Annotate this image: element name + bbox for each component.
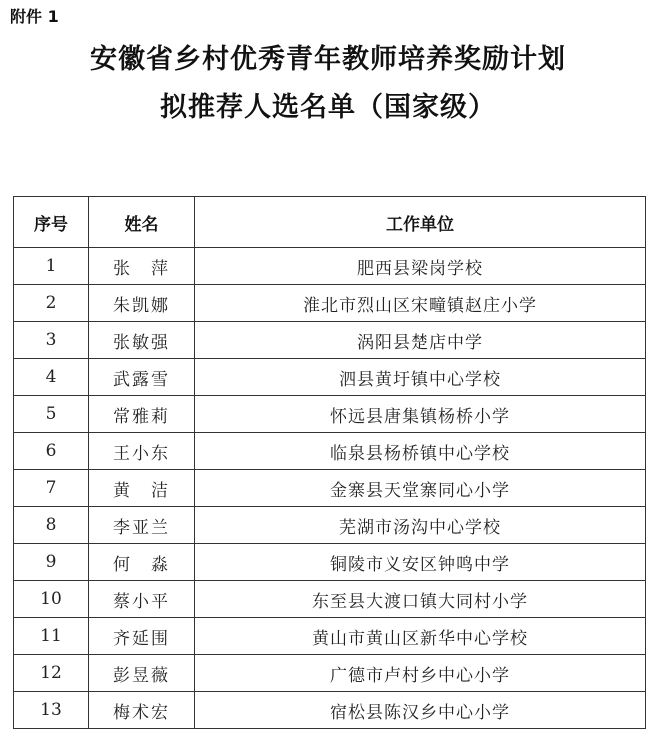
candidate-table [13,196,646,729]
table-body [14,248,646,729]
cell-name: 张敏强 [89,322,195,359]
cell-serial-number: 3 [14,322,89,359]
table-header-row [14,197,646,248]
cell-name: 王小东 [89,433,195,470]
cell-work-unit: 临泉县杨桥镇中心学校 [195,433,646,470]
cell-work-unit: 广德市卢村乡中心小学 [195,655,646,692]
table-row [14,507,646,544]
cell-name: 黄 洁 [89,470,195,507]
cell-serial-number: 11 [14,618,89,655]
cell-work-unit: 泗县黄圩镇中心学校 [195,359,646,396]
table-row [14,359,646,396]
cell-serial-number: 8 [14,507,89,544]
attachment-label: 附件 1 [10,7,59,26]
table-row [14,396,646,433]
cell-name: 蔡小平 [89,581,195,618]
header-name: 姓名 [89,197,195,248]
cell-work-unit: 宿松县陈汉乡中心小学 [195,692,646,729]
cell-name: 齐延围 [89,618,195,655]
cell-name: 李亚兰 [89,507,195,544]
cell-work-unit: 涡阳县楚店中学 [195,322,646,359]
header-work-unit: 工作单位 [195,197,646,248]
document-title-line-2: 拟推荐人选名单（国家级） [160,92,496,123]
cell-name: 常雅莉 [89,396,195,433]
cell-work-unit: 黄山市黄山区新华中心学校 [195,618,646,655]
cell-name: 张 萍 [89,248,195,285]
cell-work-unit: 肥西县梁岗学校 [195,248,646,285]
table-row [14,248,646,285]
cell-serial-number: 7 [14,470,89,507]
table-row [14,618,646,655]
cell-work-unit: 铜陵市义安区钟鸣中学 [195,544,646,581]
cell-serial-number: 12 [14,655,89,692]
table-row [14,470,646,507]
cell-serial-number: 1 [14,248,89,285]
cell-work-unit: 东至县大渡口镇大同村小学 [195,581,646,618]
cell-serial-number: 5 [14,396,89,433]
cell-name: 武露雪 [89,359,195,396]
cell-name: 何 淼 [89,544,195,581]
cell-serial-number: 2 [14,285,89,322]
table-row [14,544,646,581]
cell-name: 梅术宏 [89,692,195,729]
cell-work-unit: 怀远县唐集镇杨桥小学 [195,396,646,433]
table-row [14,322,646,359]
cell-work-unit: 淮北市烈山区宋疃镇赵庄小学 [195,285,646,322]
cell-serial-number: 13 [14,692,89,729]
table-row [14,433,646,470]
cell-work-unit: 芜湖市汤沟中心学校 [195,507,646,544]
document-title-line-1: 安徽省乡村优秀青年教师培养奖励计划 [90,44,566,75]
table-row [14,285,646,322]
cell-serial-number: 9 [14,544,89,581]
cell-name: 朱凯娜 [89,285,195,322]
cell-work-unit: 金寨县天堂寨同心小学 [195,470,646,507]
header-serial-number: 序号 [14,197,89,248]
table-row [14,655,646,692]
cell-serial-number: 10 [14,581,89,618]
table-row [14,692,646,729]
cell-serial-number: 6 [14,433,89,470]
cell-serial-number: 4 [14,359,89,396]
cell-name: 彭昱薇 [89,655,195,692]
table-row [14,581,646,618]
